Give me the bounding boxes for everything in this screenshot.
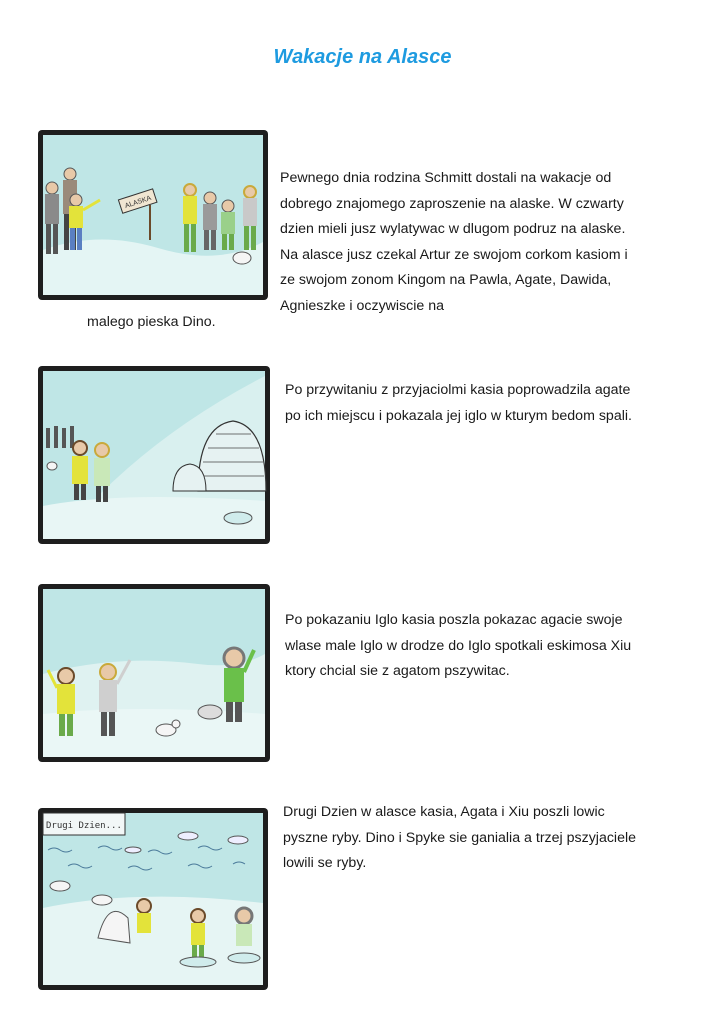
sign-alaska-text: ALASKA: [124, 194, 153, 211]
illustration-meeting-eskimo: [38, 584, 270, 762]
illustration-fishing: [38, 808, 268, 990]
panel-3-text: Po pokazaniu Iglo kasia poszla pokazac agacie swoje wlase male Iglo w drodze do Iglo spotkali eskimosa Xiu ktory chcial sie z agatom pszywitac.: [285, 612, 632, 679]
illustration-family-arrival: [38, 130, 268, 300]
sign-day-two-text: Drugi Dzien...: [46, 821, 122, 831]
panel-1-text-tail: malego pieska Dino.: [87, 314, 216, 330]
document-title: Wakacje na Alasce: [273, 46, 452, 68]
illustration-igloo: [38, 366, 270, 544]
panel-4-text: Drugi Dzien w alasce kasia, Agata i Xiu poszli lowic pyszne ryby. Dino i Spyke sie ganialia a trzej pszyjaciele lowili se ryby.: [283, 804, 637, 871]
panel-2-text: Po przywitaniu z przyjaciolmi kasia poprowadzila agate po ich miejscu i pokazala jej iglo w kturym bedom spali.: [285, 382, 632, 424]
panel-1-text: Pewnego dnia rodzina Schmitt dostali na wakacje od dobrego znajomego zaproszenie na alaske. W czwarty dzien mieli jusz wylatywac w dlugom podruz na alaske. Na alasce jusz czekal Artur ze swojom corkom kasiom i ze swojom zonom Kingom na Pawla, Agate, Dawida, Agnieszke i oczywiscie na: [280, 170, 628, 314]
